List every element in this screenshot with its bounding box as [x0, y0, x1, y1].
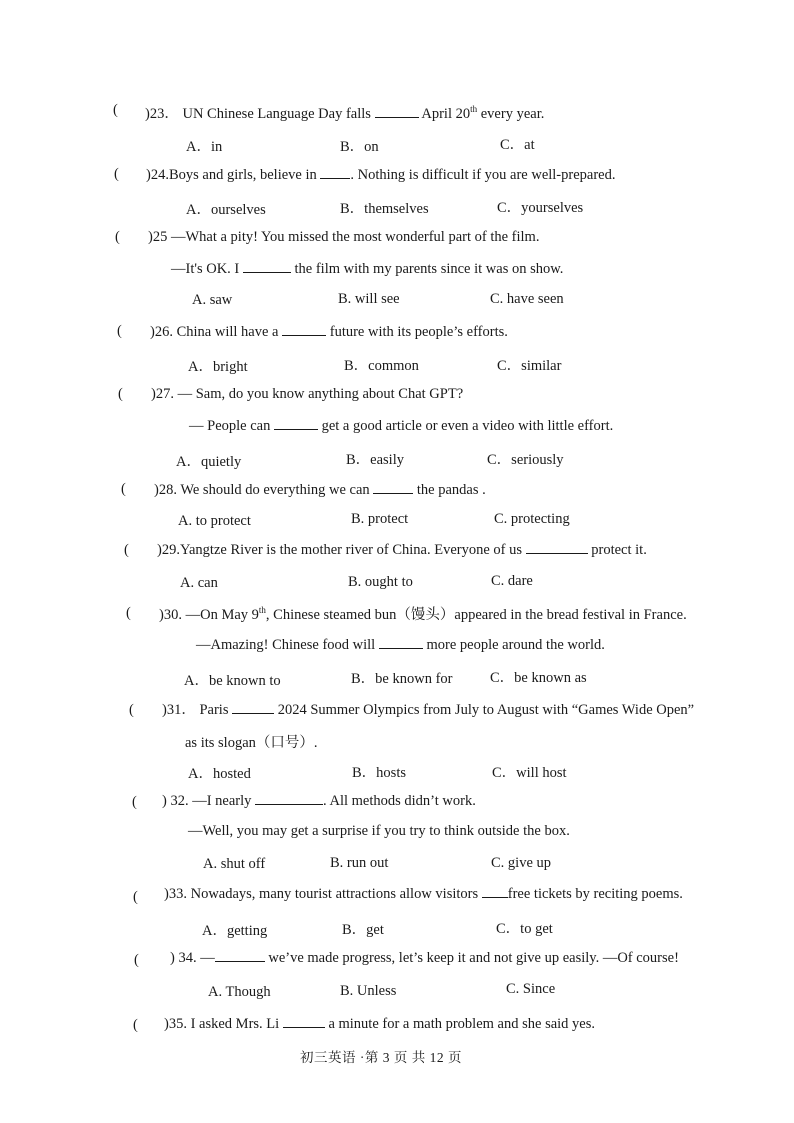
- question-34: [170, 949, 679, 967]
- option-c[interactable]: C．will host: [492, 765, 567, 781]
- question-text: free tickets by reciting poems.: [507, 886, 683, 902]
- question-text: a minute for a math problem and she said yes.: [328, 1016, 596, 1032]
- question-25-reply: [171, 260, 563, 278]
- option-c[interactable]: C．seriously: [487, 452, 564, 468]
- question-32-reply: [188, 823, 570, 840]
- answer-blank[interactable]: [526, 541, 588, 554]
- answer-paren[interactable]: (: [134, 952, 139, 968]
- option-a[interactable]: A．getting: [202, 923, 268, 939]
- question-30-reply: [196, 636, 605, 654]
- answer-blank[interactable]: [283, 1015, 325, 1028]
- question-text: Nowadays, many tourist attractions allow visitors: [190, 886, 479, 902]
- answer-blank[interactable]: [274, 417, 318, 430]
- question-35: [164, 1015, 595, 1033]
- question-text: future with its people’s efforts.: [329, 324, 508, 340]
- option-a[interactable]: A. can: [180, 575, 218, 591]
- question-number: )28.: [154, 482, 177, 498]
- option-a[interactable]: A．ourselves: [186, 202, 266, 218]
- question-text: as its slogan（口号）.: [185, 735, 318, 751]
- option-a[interactable]: A．hosted: [188, 766, 251, 782]
- answer-paren[interactable]: (: [117, 323, 122, 339]
- option-b[interactable]: B．easily: [346, 452, 404, 468]
- question-number: )35.: [164, 1016, 187, 1032]
- question-number: )26.: [150, 324, 173, 340]
- question-text: more people around the world.: [426, 637, 605, 653]
- option-b[interactable]: B．get: [342, 922, 384, 938]
- option-b[interactable]: B. run out: [330, 855, 389, 871]
- option-b[interactable]: B. ought to: [348, 574, 413, 590]
- answer-paren[interactable]: (: [114, 166, 119, 182]
- question-25: [148, 229, 539, 246]
- question-text: every year.: [477, 106, 545, 122]
- answer-paren[interactable]: (: [113, 102, 118, 118]
- question-text: I asked Mrs. Li: [190, 1016, 280, 1032]
- answer-paren[interactable]: (: [129, 702, 134, 718]
- answer-paren[interactable]: (: [118, 386, 123, 402]
- question-number: )31．: [162, 702, 196, 718]
- option-b[interactable]: B．be known for: [351, 671, 453, 687]
- question-number: )23．: [145, 106, 179, 122]
- question-text: —I nearly: [192, 793, 252, 809]
- question-number: )29.: [157, 542, 180, 558]
- question-number: )30.: [159, 607, 182, 623]
- option-b[interactable]: B．on: [340, 139, 379, 155]
- question-text: We should do everything we can: [180, 482, 370, 498]
- option-a[interactable]: A．quietly: [176, 454, 242, 470]
- option-c[interactable]: C．similar: [497, 358, 562, 374]
- question-text: —Well, you may get a surprise if you try to think outside the box.: [188, 823, 570, 839]
- question-text: Boys and girls, believe in: [168, 167, 317, 183]
- ordinal-suffix: th: [258, 605, 266, 616]
- question-text: the pandas .: [416, 482, 486, 498]
- question-text: UN Chinese Language Day falls: [182, 106, 371, 122]
- question-33: [164, 885, 683, 903]
- answer-paren[interactable]: (: [121, 481, 126, 497]
- question-23: [145, 102, 544, 123]
- question-28: [154, 481, 486, 499]
- option-b[interactable]: B. protect: [351, 511, 409, 527]
- question-number: ) 34.: [170, 950, 197, 966]
- question-text: China will have a: [176, 324, 279, 340]
- answer-paren[interactable]: (: [124, 542, 129, 558]
- answer-paren[interactable]: (: [132, 794, 137, 810]
- option-c[interactable]: C. protecting: [494, 511, 570, 527]
- question-text: —What a pity! You missed the most wonderful part of the film.: [170, 229, 540, 245]
- option-b[interactable]: B．hosts: [352, 765, 406, 781]
- question-24: [146, 166, 615, 184]
- option-c[interactable]: C．be known as: [490, 670, 587, 686]
- question-text: the film with my parents since it was on show.: [294, 261, 564, 277]
- option-a[interactable]: A．bright: [188, 359, 248, 375]
- question-text: — Sam, do you know anything about Chat GPT?: [177, 386, 464, 402]
- question-27: [151, 386, 463, 403]
- question-number: )33.: [164, 886, 187, 902]
- question-number: )27.: [151, 386, 174, 402]
- option-c[interactable]: C. dare: [491, 573, 533, 589]
- question-number: )25: [148, 229, 168, 245]
- answer-blank[interactable]: [320, 166, 350, 179]
- option-b[interactable]: B. will see: [338, 291, 400, 307]
- question-text: —It's OK. I: [171, 261, 240, 277]
- answer-blank[interactable]: [215, 949, 265, 962]
- option-c[interactable]: C．to get: [496, 921, 553, 937]
- option-a[interactable]: A. saw: [192, 292, 233, 308]
- option-c[interactable]: C. Since: [506, 981, 556, 997]
- answer-blank[interactable]: [375, 105, 419, 118]
- question-text: —Amazing! Chinese food will: [196, 637, 376, 653]
- answer-paren[interactable]: (: [133, 889, 138, 905]
- question-text: Paris: [199, 702, 229, 718]
- answer-blank[interactable]: [379, 636, 423, 649]
- answer-paren[interactable]: (: [115, 229, 120, 245]
- question-26: [150, 323, 508, 341]
- question-text: get a good article or even a video with little effort.: [321, 418, 614, 434]
- answer-blank[interactable]: [373, 481, 413, 494]
- answer-blank[interactable]: [232, 701, 274, 714]
- option-a[interactable]: A．in: [186, 139, 223, 155]
- answer-paren[interactable]: (: [133, 1017, 138, 1033]
- option-b[interactable]: B. Unless: [340, 983, 397, 999]
- option-a[interactable]: A. Though: [208, 984, 271, 1000]
- question-29: [157, 541, 647, 559]
- question-text: we’ve made progress, let’s keep it and not give up easily. —Of course!: [268, 950, 679, 966]
- option-b[interactable]: B．themselves: [340, 201, 429, 217]
- question-text: April 20: [421, 106, 471, 122]
- question-30: [159, 603, 687, 624]
- question-text: . Nothing is difficult if you are well-prepared.: [350, 167, 616, 183]
- question-27-reply: [189, 417, 613, 435]
- question-text: — People can: [189, 418, 271, 434]
- option-a[interactable]: A. to protect: [178, 513, 251, 529]
- option-c[interactable]: C．yourselves: [497, 200, 584, 216]
- answer-blank[interactable]: [482, 885, 508, 898]
- answer-blank[interactable]: [255, 792, 323, 805]
- question-text: —On May 9: [185, 607, 259, 623]
- option-a[interactable]: A．be known to: [184, 673, 281, 689]
- option-c[interactable]: C. give up: [491, 855, 552, 871]
- question-text: . All methods didn’t work.: [323, 793, 476, 809]
- question-text: , Chinese steamed bun（馒头）appeared in the bread festival in France.: [265, 607, 687, 623]
- question-31-cont: [185, 731, 318, 752]
- question-text: protect it.: [591, 542, 647, 558]
- question-text: 2024 Summer Olympics from July to August with “Games Wide Open”: [277, 702, 695, 718]
- answer-paren[interactable]: (: [126, 605, 131, 621]
- page-footer: 初三英语 ·第 3 页 共 12 页: [300, 1050, 462, 1065]
- question-text: —: [200, 950, 215, 966]
- option-a[interactable]: A. shut off: [203, 856, 266, 872]
- option-c[interactable]: C．at: [500, 137, 535, 153]
- question-32: [162, 792, 476, 810]
- question-number: )24.: [146, 167, 169, 183]
- option-c[interactable]: C. have seen: [490, 291, 564, 307]
- option-b[interactable]: B．common: [344, 358, 419, 374]
- answer-blank[interactable]: [243, 260, 291, 273]
- ordinal-suffix: th: [470, 104, 478, 115]
- question-number: ) 32.: [162, 793, 189, 809]
- question-31: [162, 698, 694, 719]
- answer-blank[interactable]: [282, 323, 326, 336]
- question-text: Yangtze River is the mother river of China. Everyone of us: [179, 542, 522, 558]
